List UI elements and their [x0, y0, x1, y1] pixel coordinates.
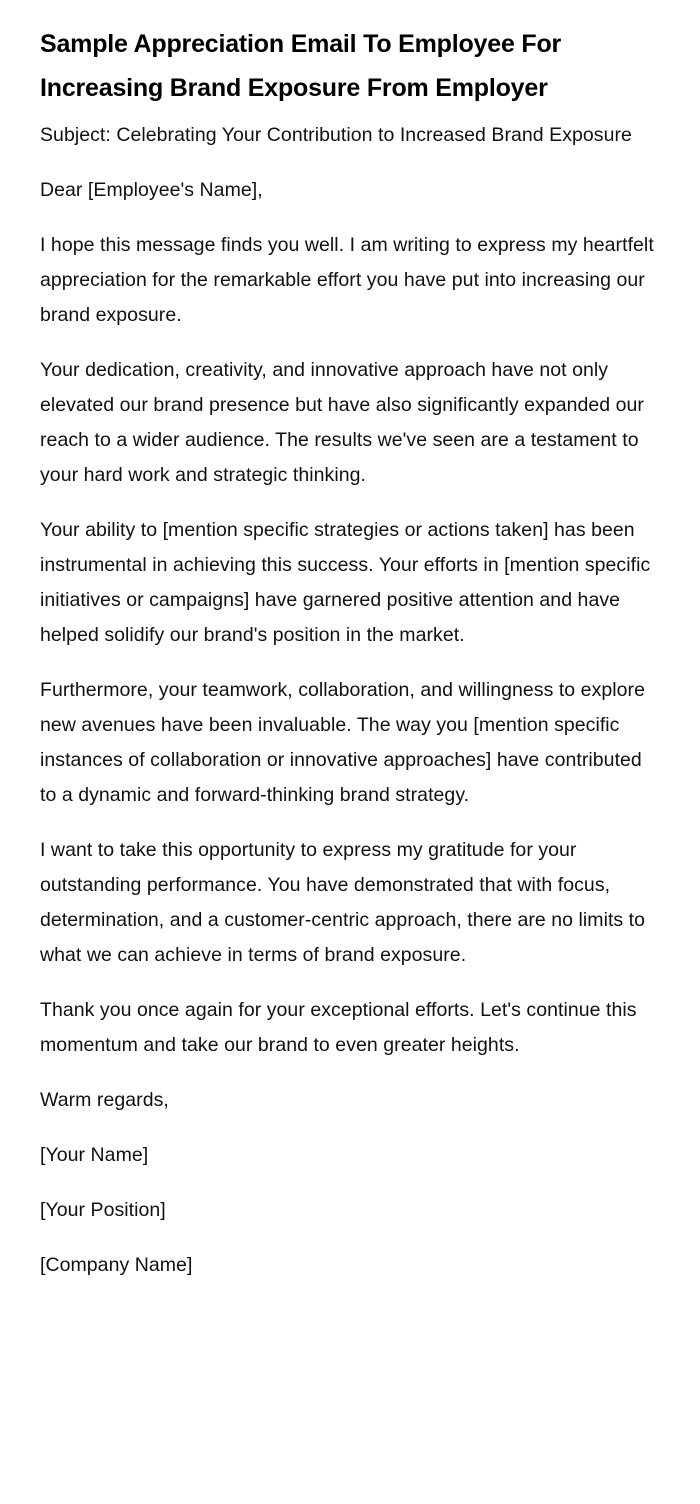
signature-company: [Company Name] — [40, 1254, 193, 1276]
signature-name: [Your Name] — [40, 1144, 149, 1166]
page-title: Sample Appreciation Email To Employee For Increasing Brand Exposure From Employer — [40, 30, 562, 102]
email-subject: Subject: Celebrating Your Contribution to Increased Brand Exposure — [40, 124, 632, 146]
signature-position: [Your Position] — [40, 1199, 166, 1221]
body-paragraph-2: Your dedication, creativity, and innovative approach have not only elevated our brand presence but have also significantly expanded our reach to a wider audience. The results we've seen are a testament to your hard work and strategic thinking. — [40, 359, 644, 486]
email-greeting: Dear [Employee's Name], — [40, 179, 263, 201]
body-paragraph-6: Thank you once again for your exceptional efforts. Let's continue this momentum and take our brand to even greater heights. — [40, 999, 637, 1056]
body-paragraph-5: I want to take this opportunity to express my gratitude for your outstanding performance. You have demonstrated that with focus, determination, and a customer-centric approach, there are no limits to what we can achieve in terms of brand exposure. — [40, 839, 646, 966]
email-closing: Warm regards, — [40, 1089, 169, 1111]
body-paragraph-1: I hope this message finds you well. I am writing to express my heartfelt appreciation for the remarkable effort you have put into increasing our brand exposure. — [40, 234, 654, 326]
body-paragraph-4: Furthermore, your teamwork, collaboration, and willingness to explore new avenues have been invaluable. The way you [mention specific instances of collaboration or innovative approaches] have contributed to a dynamic and forward-thinking brand strategy. — [40, 679, 645, 806]
body-paragraph-3: Your ability to [mention specific strategies or actions taken] has been instrumental in achieving this success. Your efforts in [mention specific initiatives or campaigns] have garnered positive attention and have helped solidify our brand's position in the market. — [40, 519, 651, 646]
